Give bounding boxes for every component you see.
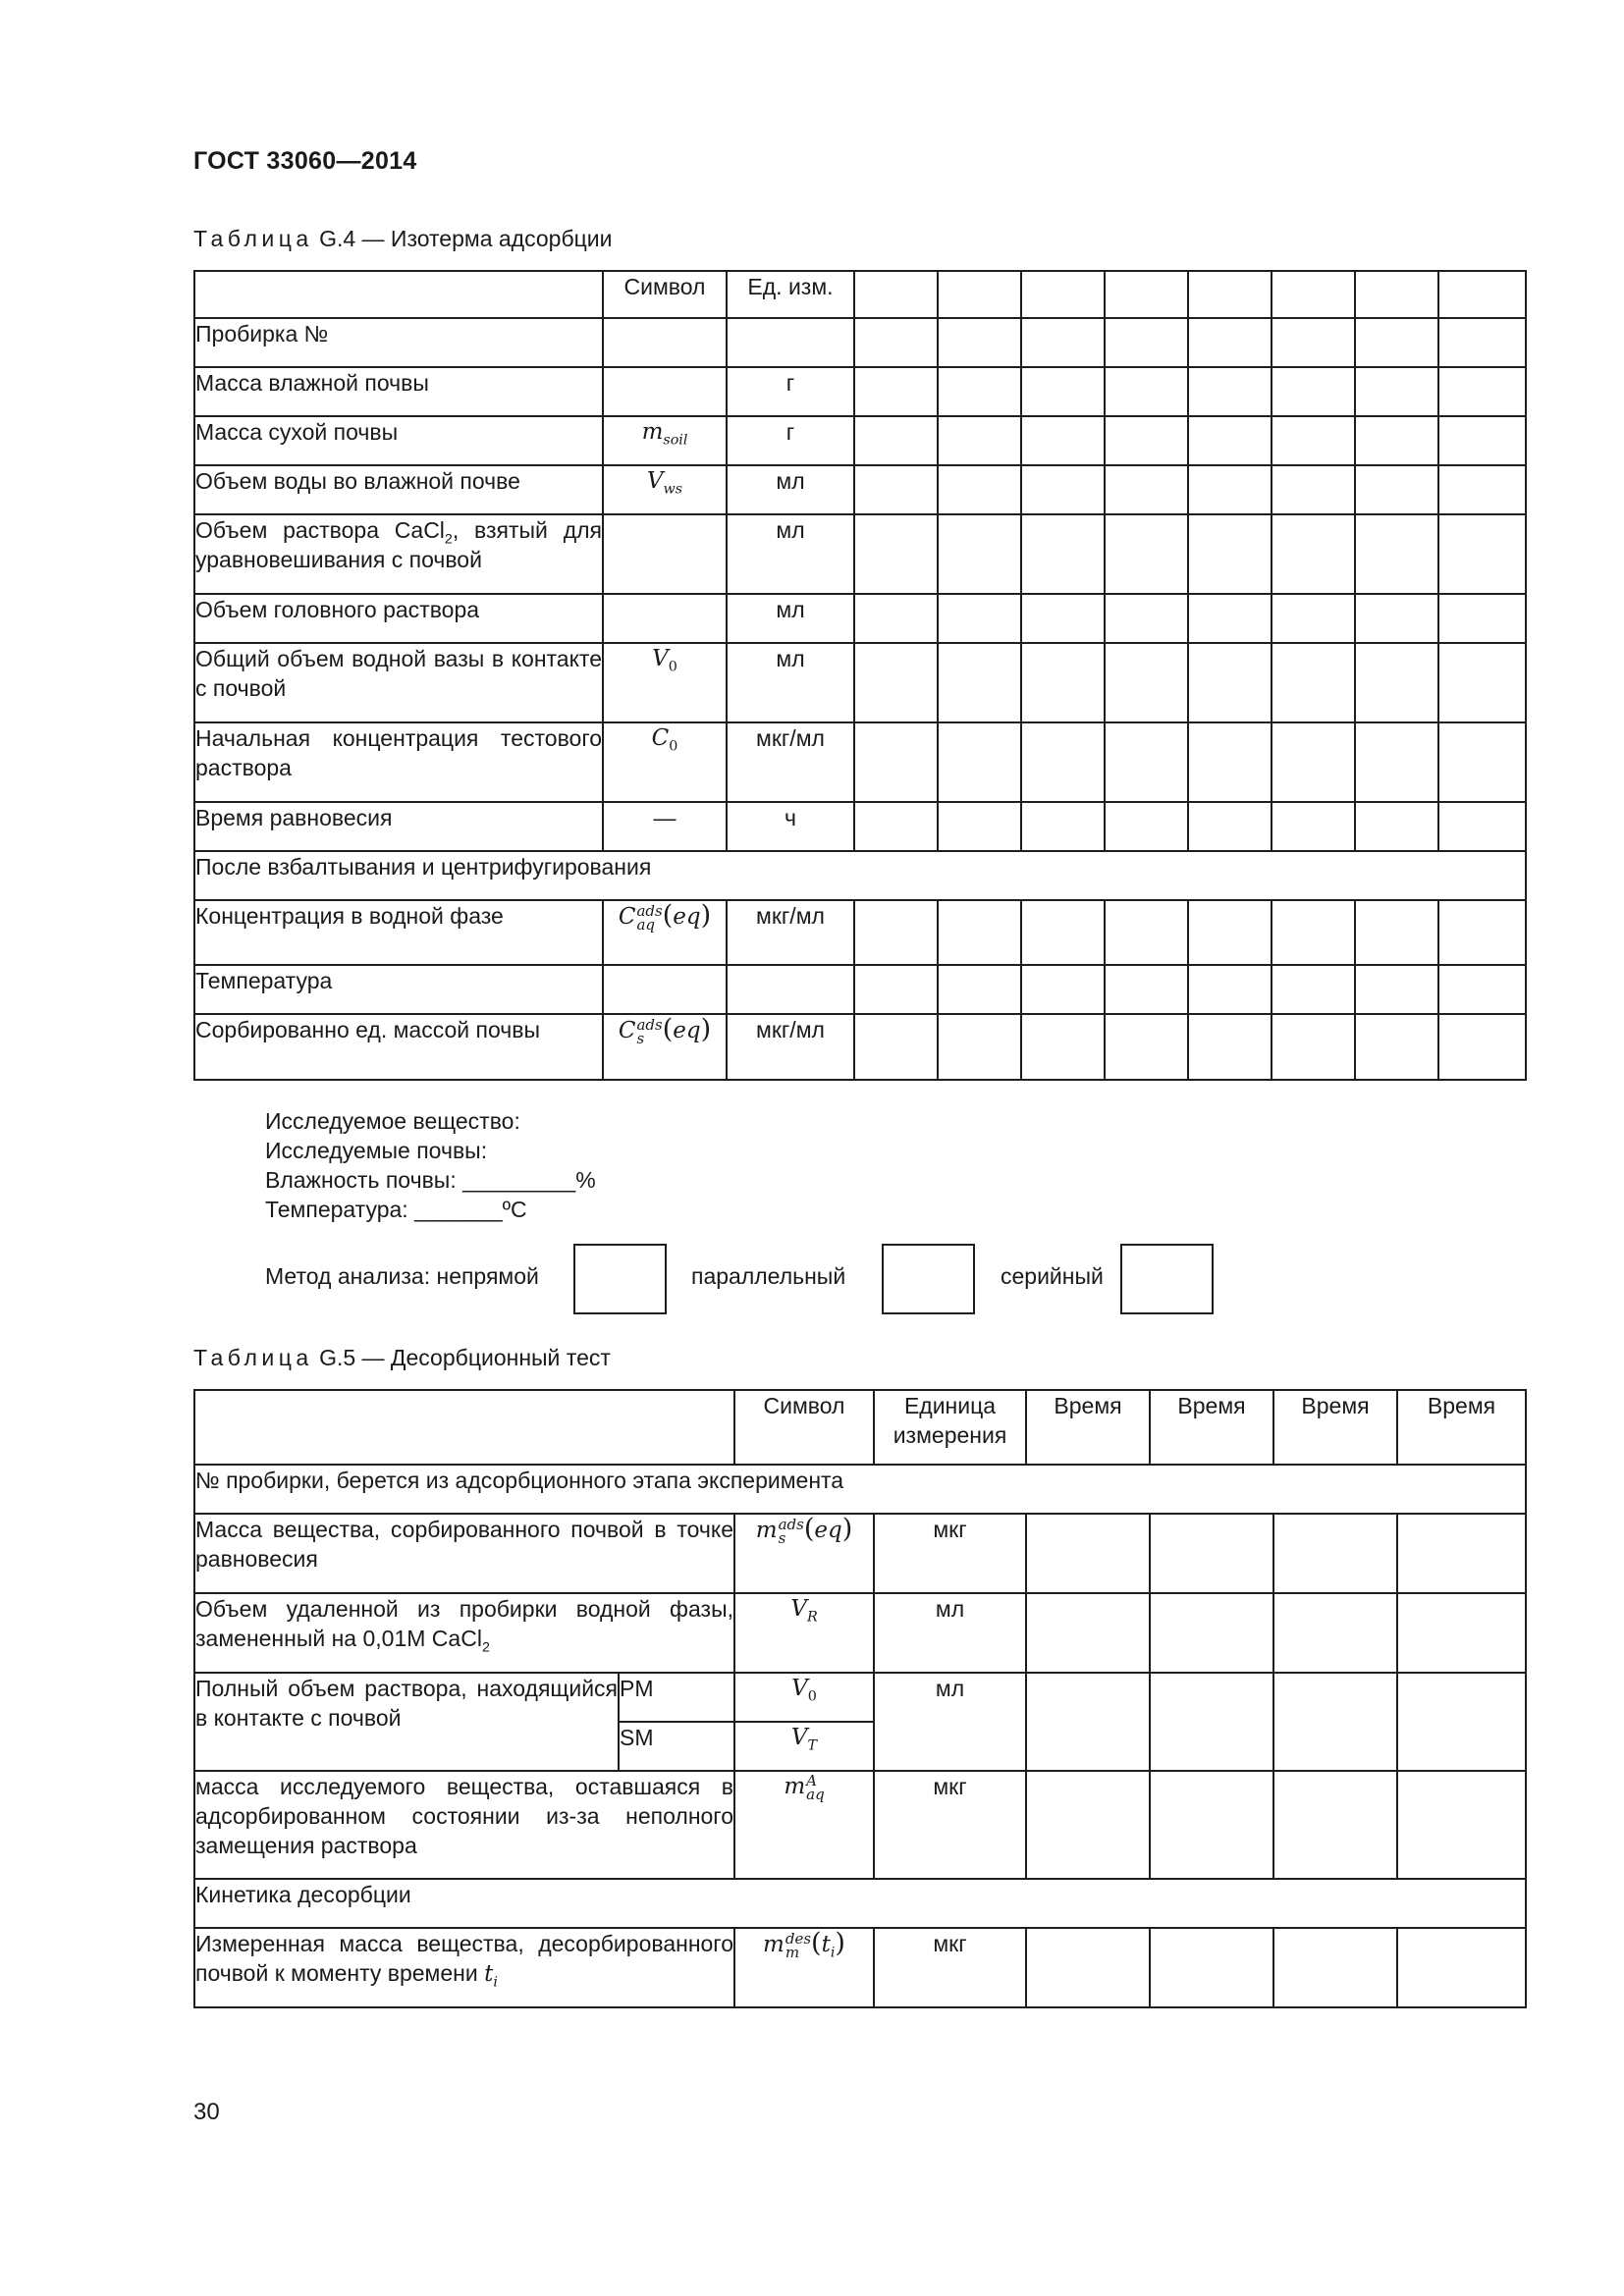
row-label: масса исследуемого вещества, оставшаяся в адсорбированном состоянии из-за неполного замещения раствора bbox=[194, 1771, 734, 1879]
row-unit: мкг bbox=[874, 1928, 1026, 2007]
document-code: ГОСТ 33060—2014 bbox=[193, 147, 417, 175]
section-row bbox=[194, 1879, 1526, 1928]
row-sublabel-sm: SM bbox=[619, 1722, 734, 1771]
method-parallel-checkbox[interactable] bbox=[882, 1244, 975, 1314]
row-label: Объем головного раствора bbox=[194, 594, 603, 643]
method-serial-label: серийный bbox=[1001, 1263, 1104, 1289]
label-subscript: 2 bbox=[444, 531, 453, 548]
symbol-c-aq-ads-eq: C ads aq (eq) bbox=[603, 900, 727, 965]
row-unit: мл bbox=[874, 1673, 1026, 1771]
section-row bbox=[194, 1465, 1526, 1514]
section-row bbox=[194, 851, 1526, 900]
row-label: Общий объем водной вазы в контакте с почвой bbox=[194, 643, 603, 722]
symbol-v0: $V_0$ bbox=[603, 643, 727, 722]
row-symbol bbox=[603, 514, 727, 594]
row-unit: г bbox=[727, 416, 854, 465]
table-row bbox=[194, 1514, 1526, 1593]
symbol-c-s-ads-eq: C ads s (eq) bbox=[603, 1014, 727, 1080]
row-unit: мл bbox=[874, 1593, 1026, 1673]
row-unit: мл bbox=[727, 594, 854, 643]
method-indirect-checkbox[interactable] bbox=[573, 1244, 667, 1314]
row-unit: мкг/мл bbox=[727, 722, 854, 802]
section-label: После взбалтывания и центрифугирования bbox=[194, 851, 1526, 900]
label-part: Объем раствора CaCl bbox=[195, 517, 445, 543]
table-row bbox=[194, 514, 1526, 594]
row-unit: мл bbox=[727, 465, 854, 514]
row-unit: мл bbox=[727, 514, 854, 594]
header-unit: Ед. изм. bbox=[727, 271, 854, 318]
row-unit: мкг bbox=[874, 1771, 1026, 1879]
header-symbol: Символ bbox=[603, 271, 727, 318]
row-label: Сорбированно ед. массой почвы bbox=[194, 1014, 603, 1080]
caption-text: G.4 — Изотерма адсорбции bbox=[312, 226, 613, 251]
table-g4-caption bbox=[193, 226, 612, 252]
label-part: Объем удаленной из пробирки водной фазы, замененный на 0,01М CaCl bbox=[195, 1596, 733, 1651]
header-time: Время bbox=[1026, 1390, 1150, 1465]
symbol-v-ws: $V_{ws}$ bbox=[603, 465, 727, 514]
caption-word: Таблица bbox=[193, 1345, 313, 1370]
section-label: Кинетика десорбции bbox=[194, 1879, 1526, 1928]
symbol-m-s-ads-eq: m ads s (eq) bbox=[734, 1514, 874, 1593]
row-unit: г bbox=[727, 367, 854, 416]
header-time: Время bbox=[1273, 1390, 1397, 1465]
header-time: Время bbox=[1397, 1390, 1526, 1465]
label-part: Измеренная масса вещества, десорбированного почвой к моменту времени bbox=[195, 1931, 733, 1986]
row-symbol bbox=[603, 594, 727, 643]
caption-text: G.5 — Десорбционный тест bbox=[312, 1345, 611, 1370]
row-unit bbox=[727, 318, 854, 367]
study-fields bbox=[265, 1106, 596, 1224]
table-g5 bbox=[193, 1389, 1527, 2008]
table-header-row bbox=[194, 1390, 1526, 1465]
table-row bbox=[194, 965, 1526, 1014]
table-row bbox=[194, 416, 1526, 465]
table-row bbox=[194, 1771, 1526, 1879]
row-label: Концентрация в водной фазе bbox=[194, 900, 603, 965]
symbol-v0: $V_0$ bbox=[734, 1673, 874, 1722]
row-label: Время равновесия bbox=[194, 802, 603, 851]
page-number: 30 bbox=[193, 2099, 220, 2125]
row-unit: мл bbox=[727, 643, 854, 722]
row-label bbox=[194, 514, 603, 594]
table-g4 bbox=[193, 270, 1527, 1081]
field-temperature: Температура: _______ºС bbox=[265, 1197, 527, 1222]
field-substance: Исследуемое вещество: bbox=[265, 1108, 520, 1134]
header-unit: Единица измерения bbox=[874, 1390, 1026, 1465]
row-unit: мкг/мл bbox=[727, 900, 854, 965]
symbol-v-t: $V_T$ bbox=[734, 1722, 874, 1771]
section-label: № пробирки, берется из адсорбционного этапа эксперимента bbox=[194, 1465, 1526, 1514]
row-sublabel-pm: PM bbox=[619, 1673, 734, 1722]
symbol-m-soil: $m_{soil}$ bbox=[603, 416, 727, 465]
table-row bbox=[194, 465, 1526, 514]
symbol-c0: $C_0$ bbox=[603, 722, 727, 802]
table-row bbox=[194, 802, 1526, 851]
table-header-row bbox=[194, 271, 1526, 318]
label-part: , взятый для уравновешивания с почвой bbox=[195, 517, 602, 572]
table-row bbox=[194, 318, 1526, 367]
table-row bbox=[194, 367, 1526, 416]
field-soils: Исследуемые почвы: bbox=[265, 1138, 488, 1163]
row-label bbox=[194, 1593, 734, 1673]
table-row bbox=[194, 643, 1526, 722]
table-g5-caption bbox=[193, 1345, 611, 1371]
symbol-m-m-des-ti: m des m $(t_i)$ bbox=[734, 1928, 874, 2007]
row-label: Начальная концентрация тестового раствора bbox=[194, 722, 603, 802]
row-label: Полный объем раствора, находящийся в контакте с почвой bbox=[194, 1673, 619, 1771]
header-cell bbox=[194, 271, 603, 318]
field-moisture: Влажность почвы: _________% bbox=[265, 1167, 596, 1193]
method-indirect-label: Метод анализа: непрямой bbox=[265, 1263, 539, 1289]
label-subscript: 2 bbox=[481, 1639, 490, 1656]
row-symbol bbox=[603, 965, 727, 1014]
header-time: Время bbox=[1150, 1390, 1273, 1465]
row-symbol: — bbox=[603, 802, 727, 851]
table-row bbox=[194, 1593, 1526, 1673]
row-unit bbox=[727, 965, 854, 1014]
table-row bbox=[194, 1014, 1526, 1080]
caption-word: Таблица bbox=[193, 226, 313, 251]
method-parallel-label: параллельный bbox=[691, 1263, 846, 1289]
row-unit: мкг bbox=[874, 1514, 1026, 1593]
table-row bbox=[194, 1673, 1526, 1722]
method-serial-checkbox[interactable] bbox=[1120, 1244, 1214, 1314]
row-label: Измеренная масса вещества, десорбированного почвой к моменту времени $t_i$ bbox=[194, 1928, 734, 2007]
table-row bbox=[194, 900, 1526, 965]
symbol-v-r: $V_R$ bbox=[734, 1593, 874, 1673]
row-label: Температура bbox=[194, 965, 603, 1014]
header-cell bbox=[194, 1390, 734, 1465]
symbol-m-aq-a: m A aq bbox=[734, 1771, 874, 1879]
table-row bbox=[194, 1928, 1526, 2007]
row-label: Масса вещества, сорбированного почвой в точке равновесия bbox=[194, 1514, 734, 1593]
row-unit: ч bbox=[727, 802, 854, 851]
table-row bbox=[194, 594, 1526, 643]
row-symbol bbox=[603, 318, 727, 367]
table-row bbox=[194, 722, 1526, 802]
row-label: Масса сухой почвы bbox=[194, 416, 603, 465]
row-unit: мкг/мл bbox=[727, 1014, 854, 1080]
row-symbol bbox=[603, 367, 727, 416]
row-label: Пробирка № bbox=[194, 318, 603, 367]
header-symbol: Символ bbox=[734, 1390, 874, 1465]
row-label: Объем воды во влажной почве bbox=[194, 465, 603, 514]
row-label: Масса влажной почвы bbox=[194, 367, 603, 416]
